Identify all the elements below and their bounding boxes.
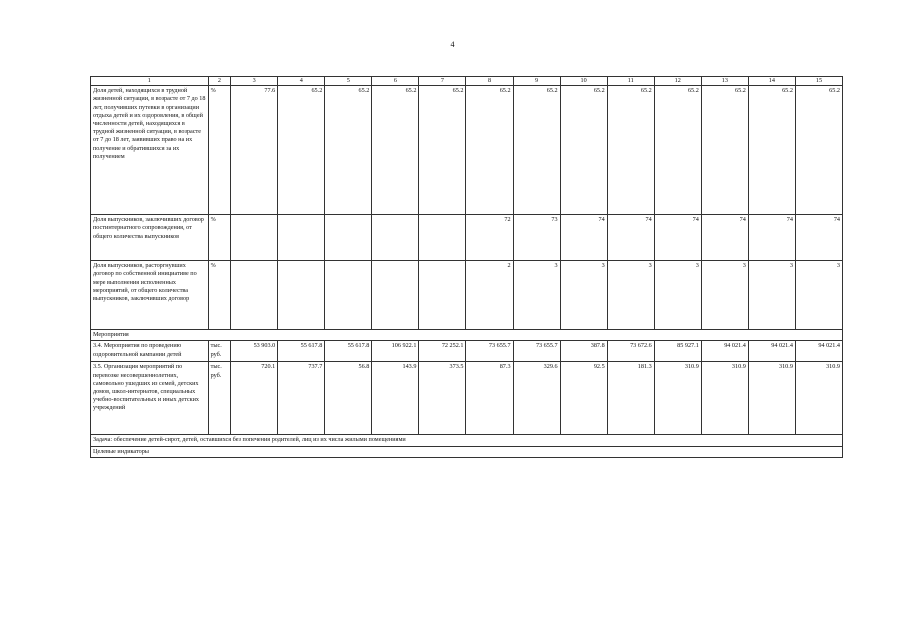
- value-cell: [325, 261, 372, 330]
- value-cell: 65.2: [748, 86, 795, 215]
- row-unit: %: [208, 261, 231, 330]
- program-table: [90, 76, 843, 458]
- indicators-row: [91, 446, 843, 457]
- header-cell: 5: [325, 77, 372, 86]
- value-cell: 74: [654, 215, 701, 261]
- value-cell: 143.9: [372, 362, 419, 435]
- value-cell: 74: [701, 215, 748, 261]
- row-unit: тыс. руб.: [208, 341, 231, 362]
- header-cell: 6: [372, 77, 419, 86]
- value-cell: 92.5: [560, 362, 607, 435]
- row-name: Доля выпускников, расторгнувших договор по собственной инициативе по мере выполнения исполненных мероприятий, от общего количества выпускников, заключивших договор: [91, 261, 209, 330]
- value-cell: 53 903.0: [231, 341, 278, 362]
- value-cell: [419, 215, 466, 261]
- value-cell: [372, 261, 419, 330]
- row-name: Доля выпускников, заключивших договор постинтернатного сопровождения, от общего количества выпускников: [91, 215, 209, 261]
- value-cell: 77.6: [231, 86, 278, 215]
- table-row: [91, 86, 843, 215]
- value-cell: 72: [466, 215, 513, 261]
- value-cell: 55 617.8: [325, 341, 372, 362]
- value-cell: 74: [560, 215, 607, 261]
- table-row: [91, 261, 843, 330]
- header-cell: 14: [748, 77, 795, 86]
- value-cell: 3: [607, 261, 654, 330]
- value-cell: 310.9: [654, 362, 701, 435]
- value-cell: 181.3: [607, 362, 654, 435]
- value-cell: 56.8: [325, 362, 372, 435]
- value-cell: 65.2: [654, 86, 701, 215]
- value-cell: 74: [748, 215, 795, 261]
- table-row: [91, 362, 843, 435]
- value-cell: 65.2: [795, 86, 842, 215]
- value-cell: 737.7: [278, 362, 325, 435]
- value-cell: 310.9: [701, 362, 748, 435]
- value-cell: 3: [795, 261, 842, 330]
- task-row-cell: Задача: обеспечение детей-сирот, детей, оставшихся без попечения родителей, лиц из их числа жилыми помещениями: [91, 435, 843, 446]
- value-cell: 3: [654, 261, 701, 330]
- header-cell: 12: [654, 77, 701, 86]
- table-row: [91, 341, 843, 362]
- value-cell: 65.2: [607, 86, 654, 215]
- value-cell: 65.2: [419, 86, 466, 215]
- value-cell: 3: [513, 261, 560, 330]
- value-cell: 106 922.1: [372, 341, 419, 362]
- header-cell: 10: [560, 77, 607, 86]
- header-cell: 2: [208, 77, 231, 86]
- table-row: [91, 215, 843, 261]
- value-cell: 73 655.7: [466, 341, 513, 362]
- value-cell: 387.8: [560, 341, 607, 362]
- value-cell: 65.2: [560, 86, 607, 215]
- value-cell: 65.2: [513, 86, 560, 215]
- row-name: 3.4. Мероприятия по проведению оздоровительной кампании детей: [91, 341, 209, 362]
- value-cell: 94 021.4: [795, 341, 842, 362]
- value-cell: 329.6: [513, 362, 560, 435]
- value-cell: 94 021.4: [748, 341, 795, 362]
- value-cell: [278, 215, 325, 261]
- row-name: 3.5. Организация мероприятий по перевозке несовершеннолетних, самовольно ушедших из семей, детских домов, школ-интернатов, специальных учебно-воспитательных и иных детских учреждений: [91, 362, 209, 435]
- value-cell: 720.1: [231, 362, 278, 435]
- value-cell: 2: [466, 261, 513, 330]
- value-cell: 65.2: [278, 86, 325, 215]
- value-cell: 73 672.6: [607, 341, 654, 362]
- value-cell: 65.2: [372, 86, 419, 215]
- value-cell: 65.2: [466, 86, 513, 215]
- value-cell: 3: [701, 261, 748, 330]
- value-cell: 74: [607, 215, 654, 261]
- header-cell: 4: [278, 77, 325, 86]
- header-cell: 11: [607, 77, 654, 86]
- header-cell: 15: [795, 77, 842, 86]
- table-body: [91, 77, 843, 458]
- value-cell: 65.2: [701, 86, 748, 215]
- value-cell: 65.2: [325, 86, 372, 215]
- header-cell: 13: [701, 77, 748, 86]
- value-cell: [278, 261, 325, 330]
- header-cell: 7: [419, 77, 466, 86]
- row-unit: тыс. руб.: [208, 362, 231, 435]
- value-cell: 310.9: [795, 362, 842, 435]
- value-cell: [419, 261, 466, 330]
- value-cell: [325, 215, 372, 261]
- value-cell: 55 617.8: [278, 341, 325, 362]
- section-events-row: [91, 330, 843, 341]
- value-cell: 73: [513, 215, 560, 261]
- value-cell: [231, 261, 278, 330]
- value-cell: 94 021.4: [701, 341, 748, 362]
- value-cell: 3: [748, 261, 795, 330]
- value-cell: 72 252.1: [419, 341, 466, 362]
- value-cell: [372, 215, 419, 261]
- page-number: 4: [450, 40, 455, 49]
- task-row: [91, 435, 843, 446]
- header-row: [91, 77, 843, 86]
- header-cell: 1: [91, 77, 209, 86]
- header-cell: 3: [231, 77, 278, 86]
- value-cell: 73 655.7: [513, 341, 560, 362]
- indicators-row-cell: Целевые индикаторы: [91, 446, 843, 457]
- value-cell: [231, 215, 278, 261]
- value-cell: 3: [560, 261, 607, 330]
- header-cell: 9: [513, 77, 560, 86]
- row-unit: %: [208, 86, 231, 215]
- header-cell: 8: [466, 77, 513, 86]
- value-cell: 310.9: [748, 362, 795, 435]
- value-cell: 87.3: [466, 362, 513, 435]
- row-unit: %: [208, 215, 231, 261]
- value-cell: 74: [795, 215, 842, 261]
- section-events-row-cell: Мероприятия: [91, 330, 843, 341]
- value-cell: 85 927.1: [654, 341, 701, 362]
- value-cell: 373.5: [419, 362, 466, 435]
- row-name: Доля детей, находящихся в трудной жизненной ситуации, в возрасте от 7 до 18 лет, получивших путевки в организации отдыха детей и их оздоровления, в общей численности детей, находящихся в трудной жизненной ситуации, в возрасте от 7 до 18 лет, заявивших право на их получение и обратившихся за их получением: [91, 86, 209, 215]
